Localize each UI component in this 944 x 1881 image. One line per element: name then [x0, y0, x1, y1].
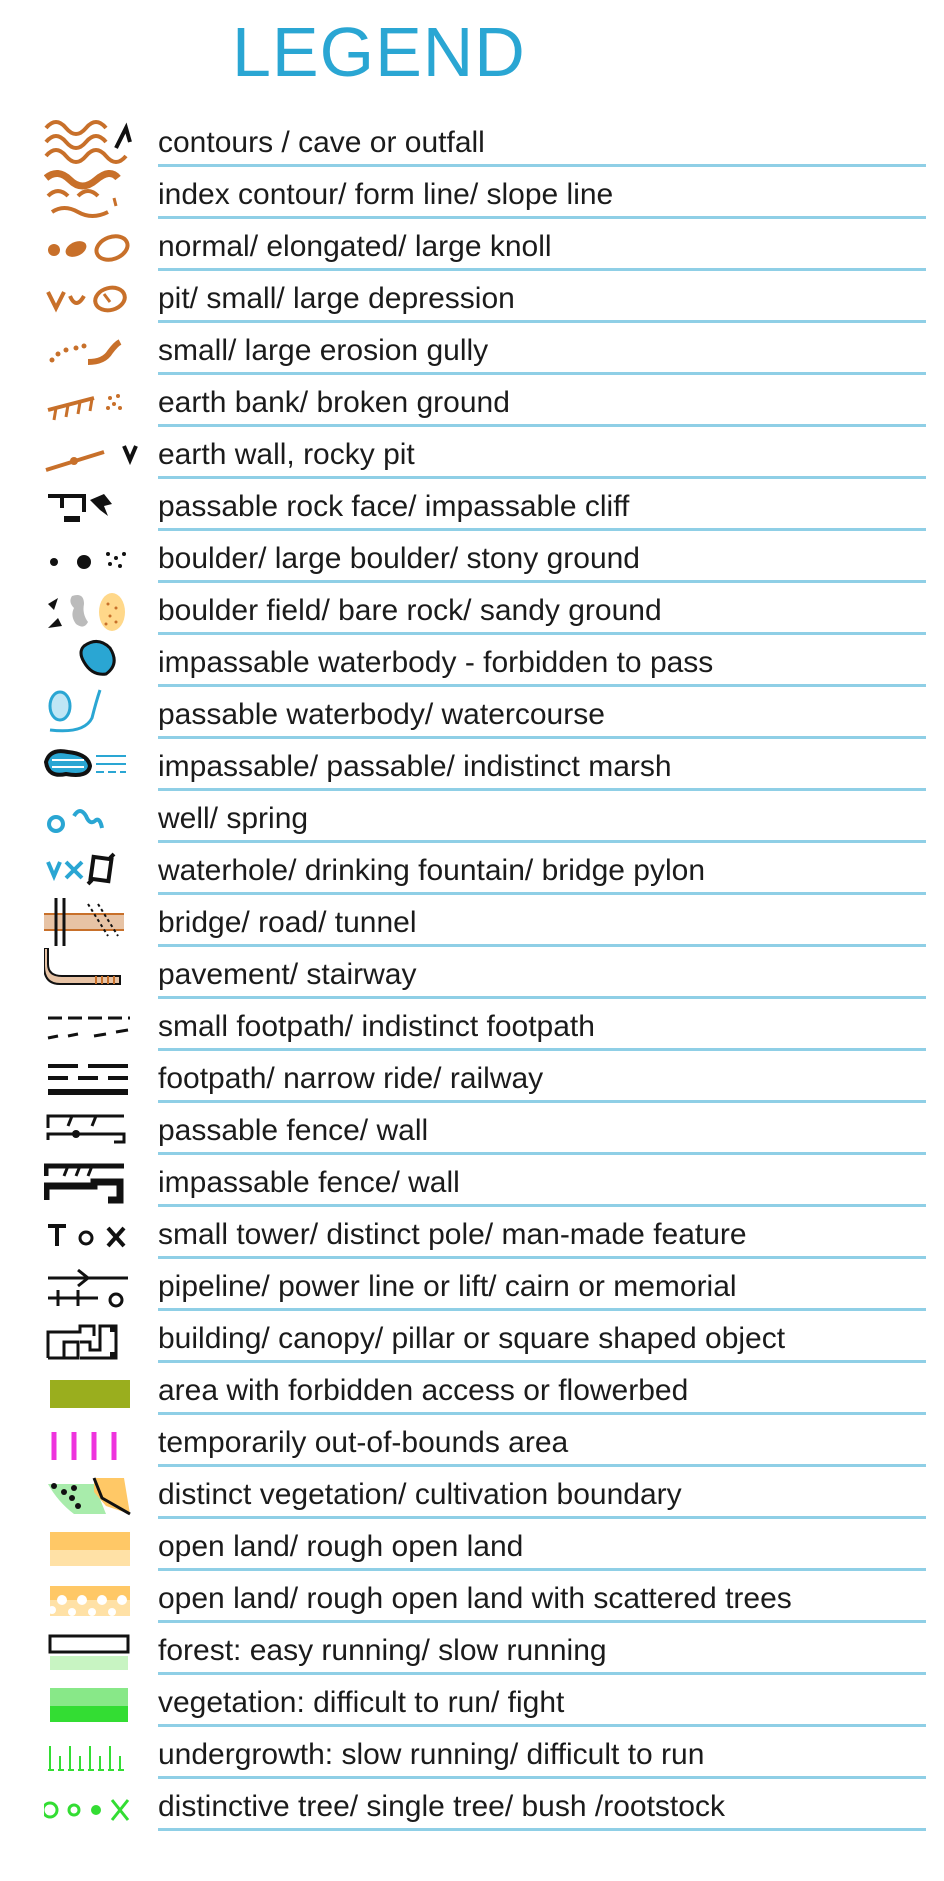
- legend-label: impassable fence/ wall: [158, 1166, 460, 1199]
- divider: [158, 1724, 926, 1727]
- divider: [158, 1152, 926, 1155]
- legend-row: [0, 1364, 944, 1416]
- forest-icon: [44, 1624, 144, 1676]
- open-land-trees-icon: [44, 1572, 144, 1624]
- legend-row: [0, 1676, 944, 1728]
- divider: [158, 1568, 926, 1571]
- legend-label: well/ spring: [158, 802, 309, 835]
- legend-label: temporarily out-of-bounds area: [158, 1426, 569, 1459]
- legend-row: [0, 1156, 944, 1208]
- vegetation-fight-icon: [44, 1676, 144, 1728]
- divider: [158, 268, 926, 271]
- marsh-icon: [44, 740, 144, 792]
- legend-label: impassable/ passable/ indistinct marsh: [158, 750, 672, 783]
- divider: [158, 320, 926, 323]
- legend-label: open land/ rough open land with scattered trees: [158, 1582, 792, 1615]
- legend-row: [0, 480, 944, 532]
- divider: [158, 1776, 926, 1779]
- legend-row: [0, 220, 944, 272]
- legend-row: [0, 1468, 944, 1520]
- pipeline-icon: [44, 1260, 144, 1312]
- legend-row: [0, 844, 944, 896]
- rock-face-icon: [44, 480, 144, 532]
- legend-row: [0, 168, 944, 220]
- legend-row: [0, 1104, 944, 1156]
- legend-row: [0, 688, 944, 740]
- legend-label: small/ large erosion gully: [158, 334, 489, 367]
- divider: [158, 840, 926, 843]
- legend-label: forest: easy running/ slow running: [158, 1634, 607, 1667]
- legend-row: [0, 1780, 944, 1832]
- legend-label: distinct vegetation/ cultivation boundary: [158, 1478, 682, 1511]
- legend-row: [0, 428, 944, 480]
- forbidden-area-icon: [44, 1364, 144, 1416]
- divider: [158, 944, 926, 947]
- depression-icon: [44, 272, 144, 324]
- divider: [158, 372, 926, 375]
- divider: [158, 1048, 926, 1051]
- divider: [158, 528, 926, 531]
- out-of-bounds-icon: [44, 1416, 144, 1468]
- impassable-water-icon: [44, 636, 144, 688]
- divider: [158, 1360, 926, 1363]
- erosion-gully-icon: [44, 324, 144, 376]
- legend-label: distinctive tree/ single tree/ bush /rootstock: [158, 1790, 725, 1823]
- legend-row: [0, 1312, 944, 1364]
- legend-label: contours / cave or outfall: [158, 126, 485, 159]
- legend-row: [0, 1572, 944, 1624]
- legend-label: passable waterbody/ watercourse: [158, 698, 605, 731]
- legend-label: index contour/ form line/ slope line: [158, 178, 614, 211]
- well-spring-icon: [44, 792, 144, 844]
- legend-label: waterhole/ drinking fountain/ bridge pylon: [158, 854, 706, 887]
- legend-row: [0, 896, 944, 948]
- legend-row: [0, 948, 944, 1000]
- legend-row: [0, 1416, 944, 1468]
- divider: [158, 736, 926, 739]
- legend-label: area with forbidden access or flowerbed: [158, 1374, 689, 1407]
- pavement-icon: [44, 948, 144, 1000]
- index-contour-icon: [44, 168, 144, 220]
- tree-icon: [44, 1780, 144, 1832]
- legend-row: [0, 116, 944, 168]
- legend-label: normal/ elongated/ large knoll: [158, 230, 552, 263]
- legend-label: boulder/ large boulder/ stony ground: [158, 542, 640, 575]
- legend-label: small tower/ distinct pole/ man-made feature: [158, 1218, 747, 1251]
- legend-row: [0, 1260, 944, 1312]
- legend-label: vegetation: difficult to run/ fight: [158, 1686, 565, 1719]
- divider: [158, 476, 926, 479]
- legend-row: [0, 636, 944, 688]
- divider: [158, 1516, 926, 1519]
- tower-icon: [44, 1208, 144, 1260]
- page-title: LEGEND: [232, 13, 526, 91]
- knoll-icon: [44, 220, 144, 272]
- divider: [158, 1672, 926, 1675]
- legend-label: undergrowth: slow running/ difficult to run: [158, 1738, 705, 1771]
- legend-row: [0, 1728, 944, 1780]
- vegetation-boundary-icon: [44, 1468, 144, 1520]
- legend-row: [0, 1052, 944, 1104]
- passable-fence-icon: [44, 1104, 144, 1156]
- divider: [158, 632, 926, 635]
- legend-row: [0, 584, 944, 636]
- legend-label: pavement/ stairway: [158, 958, 417, 991]
- legend-label: passable rock face/ impassable cliff: [158, 490, 630, 523]
- waterhole-icon: [44, 844, 144, 896]
- footpath-icon: [44, 1052, 144, 1104]
- legend-row: [0, 1208, 944, 1260]
- open-land-icon: [44, 1520, 144, 1572]
- earth-wall-icon: [44, 428, 144, 480]
- divider: [158, 684, 926, 687]
- passable-water-icon: [44, 688, 144, 740]
- undergrowth-icon: [44, 1728, 144, 1780]
- legend-row: [0, 740, 944, 792]
- contour-cave-icon: [44, 116, 144, 168]
- legend-label: earth bank/ broken ground: [158, 386, 510, 419]
- divider: [158, 788, 926, 791]
- legend-row: [0, 376, 944, 428]
- boulder-icon: [44, 532, 144, 584]
- legend-label: pit/ small/ large depression: [158, 282, 515, 315]
- divider: [158, 996, 926, 999]
- legend-row: [0, 1624, 944, 1676]
- divider: [158, 892, 926, 895]
- divider: [158, 1204, 926, 1207]
- legend-row: [0, 324, 944, 376]
- divider: [158, 1620, 926, 1623]
- divider: [158, 216, 926, 219]
- legend-row: [0, 532, 944, 584]
- earth-bank-icon: [44, 376, 144, 428]
- legend-label: bridge/ road/ tunnel: [158, 906, 417, 939]
- legend-row: [0, 272, 944, 324]
- legend-row: [0, 1000, 944, 1052]
- small-footpath-icon: [44, 1000, 144, 1052]
- legend-label: boulder field/ bare rock/ sandy ground: [158, 594, 662, 627]
- legend-label: earth wall, rocky pit: [158, 438, 415, 471]
- impassable-fence-icon: [44, 1156, 144, 1208]
- divider: [158, 1464, 926, 1467]
- legend-label: passable fence/ wall: [158, 1114, 429, 1147]
- legend-label: impassable waterbody - forbidden to pass: [158, 646, 714, 679]
- building-icon: [44, 1312, 144, 1364]
- legend-label: building/ canopy/ pillar or square shaped object: [158, 1322, 786, 1355]
- divider: [158, 424, 926, 427]
- bridge-road-icon: [44, 896, 144, 948]
- legend-label: pipeline/ power line or lift/ cairn or memorial: [158, 1270, 737, 1303]
- legend-label: small footpath/ indistinct footpath: [158, 1010, 595, 1043]
- boulder-field-icon: [44, 584, 144, 636]
- legend-row: [0, 792, 944, 844]
- divider: [158, 1412, 926, 1415]
- divider: [158, 1308, 926, 1311]
- legend-row: [0, 1520, 944, 1572]
- legend-label: open land/ rough open land: [158, 1530, 524, 1563]
- divider: [158, 1828, 926, 1831]
- divider: [158, 164, 926, 167]
- divider: [158, 1100, 926, 1103]
- divider: [158, 580, 926, 583]
- legend-label: footpath/ narrow ride/ railway: [158, 1062, 544, 1095]
- divider: [158, 1256, 926, 1259]
